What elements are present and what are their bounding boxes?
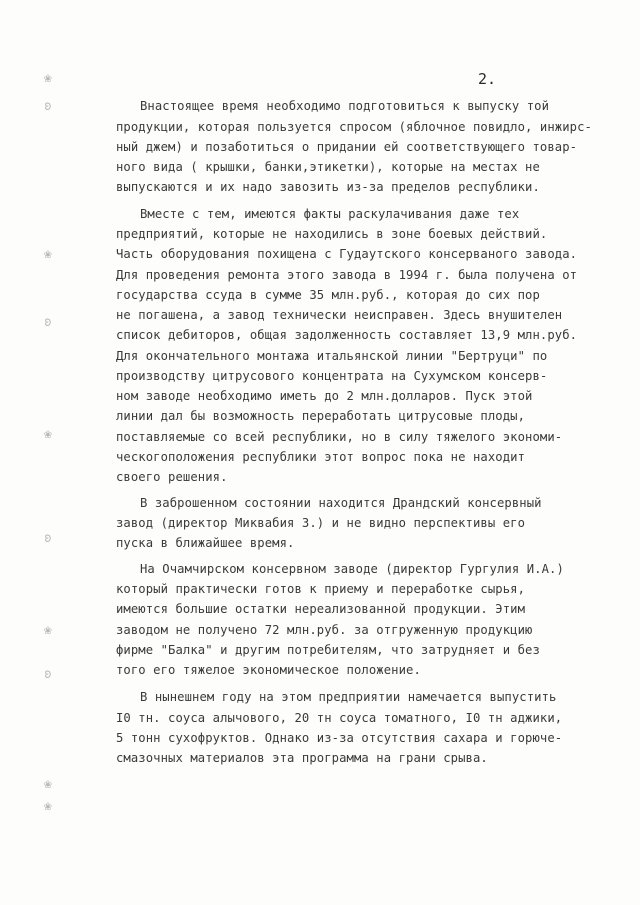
text-line: линии дал бы возможность переработать цитрусовые плоды, bbox=[116, 409, 526, 423]
punch-mark-icon: ❀ bbox=[44, 799, 52, 814]
punch-mark-icon: ❀ bbox=[44, 427, 52, 442]
punch-mark-icon: ʚ bbox=[44, 315, 52, 330]
text-line: ный джем) и позаботиться о придании ей соответствующего товар- bbox=[116, 140, 578, 154]
punch-mark-icon: ❀ bbox=[44, 623, 52, 638]
punch-mark-icon: ❀ bbox=[44, 247, 52, 262]
text-line: продукции, которая пользуется спросом (яблочное повидло, инжирс- bbox=[116, 120, 592, 134]
punch-mark-icon: ❀ bbox=[44, 71, 52, 86]
text-line: В нынешнем году на этом предприятии намечается выпустить bbox=[140, 690, 557, 704]
text-line: Для проведения ремонта этого завода в 1994 г. была получена от bbox=[116, 268, 578, 282]
text-line: список дебиторов, общая задолженность составляет 13,9 млн.руб. bbox=[116, 328, 578, 342]
text-line: ном заводе необходимо иметь до 2 млн.долларов. Пуск этой bbox=[116, 389, 533, 403]
text-line: смазочных материалов эта программа на грани срыва. bbox=[116, 751, 488, 765]
text-line: Для окончательного монтажа итальянской линии "Бертруци" по bbox=[116, 349, 548, 363]
text-line: завод (директор Миквабия З.) и не видно перспективы его bbox=[116, 516, 526, 530]
text-line: В заброшенном состоянии находится Драндский консервный bbox=[140, 496, 542, 510]
text-line: предприятий, которые не находились в зоне боевых действий. bbox=[116, 227, 548, 241]
text-line: государства ссуда в сумме 35 млн.руб., которая до сих пор bbox=[116, 288, 540, 302]
text-line: 5 тонн сухофруктов. Однако из-за отсутствия сахара и горюче- bbox=[116, 731, 563, 745]
text-line: ного вида ( крышки, банки,этикетки), которые на местах не bbox=[116, 160, 540, 174]
text-line: выпускаются и их надо завозить из-за пределов республики. bbox=[116, 180, 540, 194]
text-line: I0 тн. соуса алычового, 20 тн соуса томатного, I0 тн аджики, bbox=[116, 711, 563, 725]
text-line: Внастоящее время необходимо подготовиться к выпуску той bbox=[140, 99, 550, 113]
text-line: Часть оборудования похищена с Гудаутского консерваного завода. bbox=[116, 247, 578, 261]
text-line: который практически готов к приему и переработке сырья, bbox=[116, 582, 526, 596]
punch-mark-icon: ʚ bbox=[44, 667, 52, 682]
text-line: поставляемые со всей республики, но в силу тяжелого экономи- bbox=[116, 430, 563, 444]
text-line: ческогоположения республики этот вопрос пока не находит bbox=[116, 450, 526, 464]
text-line: фирме "Балка" и другим потребителям, что затрудняет и без bbox=[116, 643, 540, 657]
punch-mark-icon: ❀ bbox=[44, 777, 52, 792]
text-line: того его тяжелое экономическое положение. bbox=[116, 663, 421, 677]
text-line: не погашена, а завод технически неисправен. Здесь внушителен bbox=[116, 308, 563, 322]
text-line: На Очамчирском консервном заводе (директор Гургулия И.А.) bbox=[140, 562, 564, 576]
text-line: пуска в ближайшее время. bbox=[116, 536, 295, 550]
text-line: своего решения. bbox=[116, 470, 228, 484]
text-line: производству цитрусового концентрата на Сухумском консерв- bbox=[116, 369, 548, 383]
page-number: 2. bbox=[478, 70, 497, 88]
text-line: заводом не получено 72 млн.руб. за отгруженную продукцию bbox=[116, 623, 533, 637]
text-line: имеются большие остатки нереализованной продукции. Этим bbox=[116, 602, 526, 616]
punch-mark-icon: ʚ bbox=[44, 531, 52, 546]
text-line: Вместе с тем, имеются факты раскулачивания даже тех bbox=[140, 207, 520, 221]
punch-mark-icon: ʚ bbox=[44, 99, 52, 114]
